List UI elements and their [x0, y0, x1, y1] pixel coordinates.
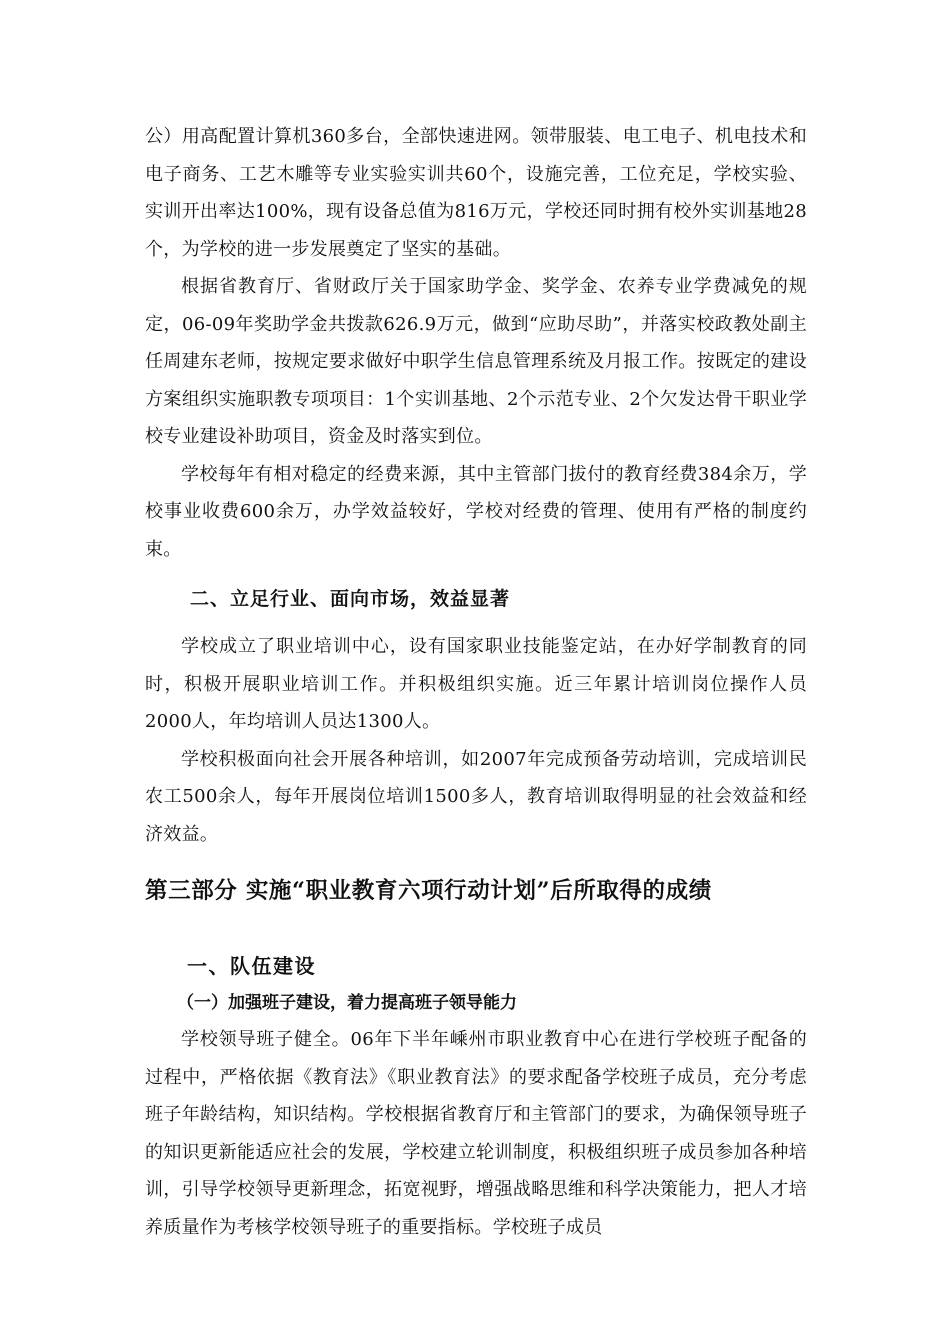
paragraph-training-center: 学校成立了职业培训中心，设有国家职业技能鉴定站，在办好学制教育的同时，积极开展职业培训工作。并积极组织实施。近三年累计培训岗位操作人员2000人，年均培训人员达1300人。 [145, 636, 807, 732]
paragraph-budget: 学校每年有相对稳定的经费来源，其中主管部门拔付的教育经费384余万，学校事业收费600余万，办学效益较好，学校对经费的管理、使用有严格的制度约束。 [145, 463, 807, 560]
paragraph-funding: 根据省教育厅、省财政厅关于国家助学金、奖学金、农养专业学费减免的规定，06-09年奖助学金共拨款626.9万元，做到“应助尽助”，并落实校政教处副主任周建东老师，按规定要求做好中职学生信息管理系统及月报工作。按既定的建设方案组织实施职教专项项目：1个实训基地、2个示范专业、2个欠发达骨干职业学校专业建设补助项目，资金及时落实到位。 [145, 276, 807, 447]
document-page [145, 118, 807, 1246]
subsection-heading-leadership: （一）加强班子建设，着力提高班子领导能力 [177, 993, 517, 1013]
paragraph-social-training: 学校积极面向社会开展各种培训，如2007年完成预备劳动培训，完成培训民农工500余人，每年开展岗位培训1500多人，教育培训取得明显的社会效益和经济效益。 [145, 748, 807, 845]
part-heading: 第三部分 实施“职业教育六项行动计划”后所取得的成绩 [145, 878, 712, 904]
section-heading-team: 一、队伍建设 [187, 954, 316, 978]
paragraph-leadership: 学校领导班子健全。06年下半年嵊州市职业教育中心在进行学校班子配备的过程中，严格依据《教育法》《职业教育法》的要求配备学校班子成员，充分考虑班子年龄结构，知识结构。学校根据省教育厅和主管部门的要求，为确保领导班子的知识更新能适应社会的发展，学校建立轮训制度，积极组织班子成员参加各种培训，引导学校领导更新理念，拓宽视野，增强战略思维和科学决策能力，把人才培养质量作为考核学校领导班子的重要指标。学校班子成员 [145, 1029, 807, 1238]
paragraph-facilities: 公）用高配置计算机360多台，全部快速进网。领带服装、电工电子、机电技术和电子商务、工艺木雕等专业实验实训共60个，设施完善，工位充足，学校实验、实训开出率达100%，现有设备总值为816万元，学校还同时拥有校外实训基地28个，为学校的进一步发展奠定了坚实的基础。 [145, 126, 807, 260]
section-heading-market: 二、立足行业、面向市场，效益显著 [190, 588, 511, 610]
